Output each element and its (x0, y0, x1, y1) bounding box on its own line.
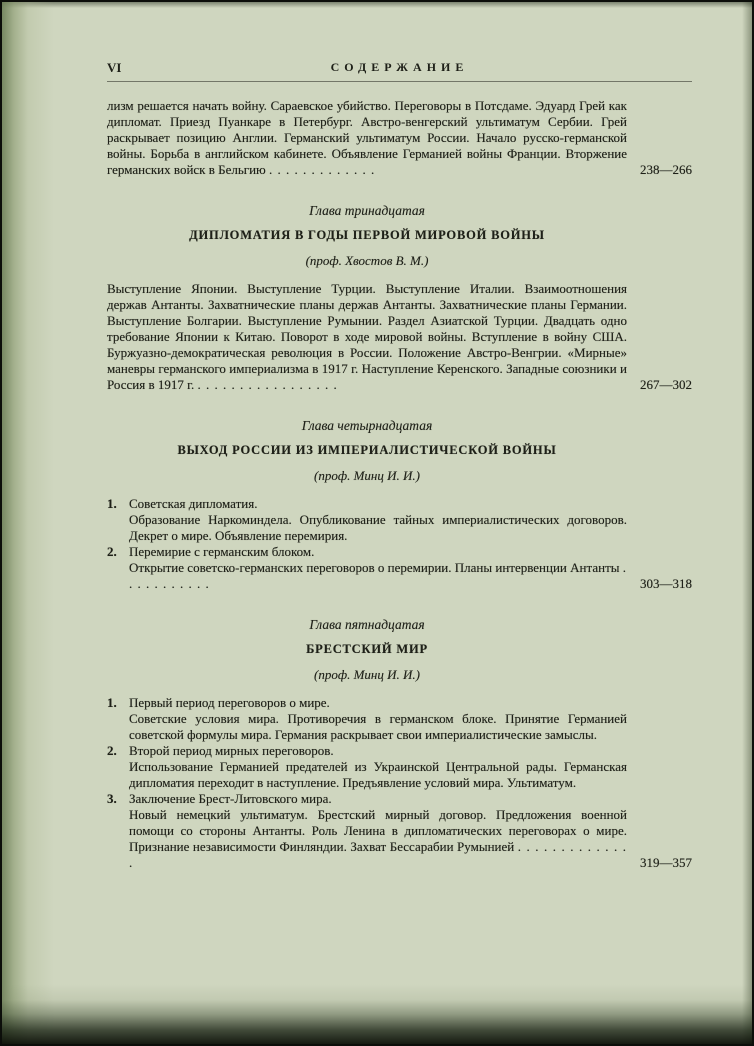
chapter-title: ДИПЛОМАТИЯ В ГОДЫ ПЕРВОЙ МИРОВОЙ ВОЙНЫ (189, 228, 545, 242)
entry-text (107, 281, 627, 393)
list-item (107, 743, 692, 791)
page-range: 267—302 (640, 377, 692, 392)
chapter-label: Глава тринадцатая (309, 203, 425, 218)
item-number: 1. (107, 496, 117, 511)
toc-entry (107, 496, 692, 592)
page-range: 303—318 (640, 576, 692, 591)
item-heading: Второй период мирных переговоров. (129, 743, 334, 758)
item-description (129, 560, 627, 592)
page-range: 319—357 (640, 855, 692, 870)
toc-entry (107, 695, 692, 871)
item-heading: Перемирие с германским блоком. (129, 544, 315, 559)
chapter-title: БРЕСТСКИЙ МИР (306, 642, 428, 656)
list-item (107, 496, 692, 544)
item-heading: Первый период переговоров о мире. (129, 695, 330, 710)
item-number: 2. (107, 544, 117, 559)
page-number: VI (107, 60, 122, 75)
item-heading: Заключение Брест-Литовского мира. (129, 791, 332, 806)
item-description: Советские условия мира. Противоречия в германском блоке. Принятие Германией советской формулы мира. Германия раскрывает свои империалистические замыслы. (129, 711, 627, 742)
item-number: 1. (107, 695, 117, 710)
leader-dots: . . . . . . . . . . . . . . (129, 839, 628, 870)
chapter-title: ВЫХОД РОССИИ ИЗ ИМПЕРИАЛИСТИЧЕСКОЙ ВОЙНЫ (177, 443, 557, 457)
page-range: 238—266 (640, 162, 692, 177)
entry-body: Выступление Японии. Выступление Турции. Выступление Италии. Взаимоотношения держав Антанты. Захватнические планы держав Антанты. Захватнические планы Германии. Выступление Болгарии. Выступление Румынии. Раздел Азиатской Турции. Двадцать одно требование Японии к Китаю. Поворот в ходе мировой войны. Вступление в войну США. Буржуазно-демократическая революция в России. Положение Австро-Венгрии. «Мирные» маневры германского империализма в 1917 г. Наступление Керенского. Западные союзники и Россия в 1917 г. (107, 281, 627, 392)
toc-entry (107, 281, 692, 393)
item-number: 3. (107, 791, 117, 806)
toc-chapter-14 (107, 418, 692, 592)
page-header (107, 60, 692, 82)
leader-dots: . . . . . . . . . . . (129, 560, 628, 591)
list-item (107, 544, 692, 592)
chapter-author: (проф. Минц И. И.) (314, 468, 420, 483)
item-description: Использование Германией предателей из Украинской Центральной рады. Германская дипломатия переходит в наступление. Предъявление условий мира. Ультиматум. (129, 759, 627, 790)
chapter-label: Глава четырнадцатая (301, 418, 433, 433)
chapter-label: Глава пятнадцатая (309, 617, 425, 632)
item-number: 2. (107, 743, 117, 758)
item-description-text: Открытие советско-германских переговоров о перемирии. Планы интервенции Антанты (129, 560, 620, 575)
entry-text (107, 98, 627, 178)
item-description (129, 807, 627, 871)
list-item (107, 791, 692, 871)
table-of-contents (107, 98, 692, 871)
chapter-author: (проф. Хвостов В. М.) (305, 253, 429, 268)
toc-entry-continuation (107, 98, 692, 178)
running-title: СОДЕРЖАНИЕ (330, 60, 469, 74)
item-description: Образование Наркоминдела. Опубликование тайных империалистических договоров. Декрет о мире. Объявление перемирия. (129, 512, 627, 543)
entry-body: лизм решается начать войну. Сараевское убийство. Переговоры в Потсдаме. Эдуард Грей как дипломат. Приезд Пуанкаре в Петербург. Австро-венгерский ультиматум Сербии. Грей раскрывает позицию Англии. Германский ультиматум России. Начало русско-германской войны. Борьба в английском кабинете. Объявление Германией войны Франции. Вторжение германских войск в Бельгию (107, 98, 627, 177)
chapter-author: (проф. Минц И. И.) (314, 667, 420, 682)
toc-chapter-13 (107, 203, 692, 393)
leader-dots: . . . . . . . . . . . . . (269, 162, 376, 177)
toc-chapter-15 (107, 617, 692, 871)
item-heading: Советская дипломатия. (129, 496, 258, 511)
item-description-text: Новый немецкий ультиматум. Брестский мирный договор. Предложения военной помощи со стороны Антанты. Роль Ленина в дипломатических переговорах о мире. Признание независимости Финляндии. Захват Бессарабии Румынией (129, 807, 627, 854)
leader-dots: . . . . . . . . . . . . . . . . . (197, 377, 338, 392)
list-item (107, 695, 692, 743)
